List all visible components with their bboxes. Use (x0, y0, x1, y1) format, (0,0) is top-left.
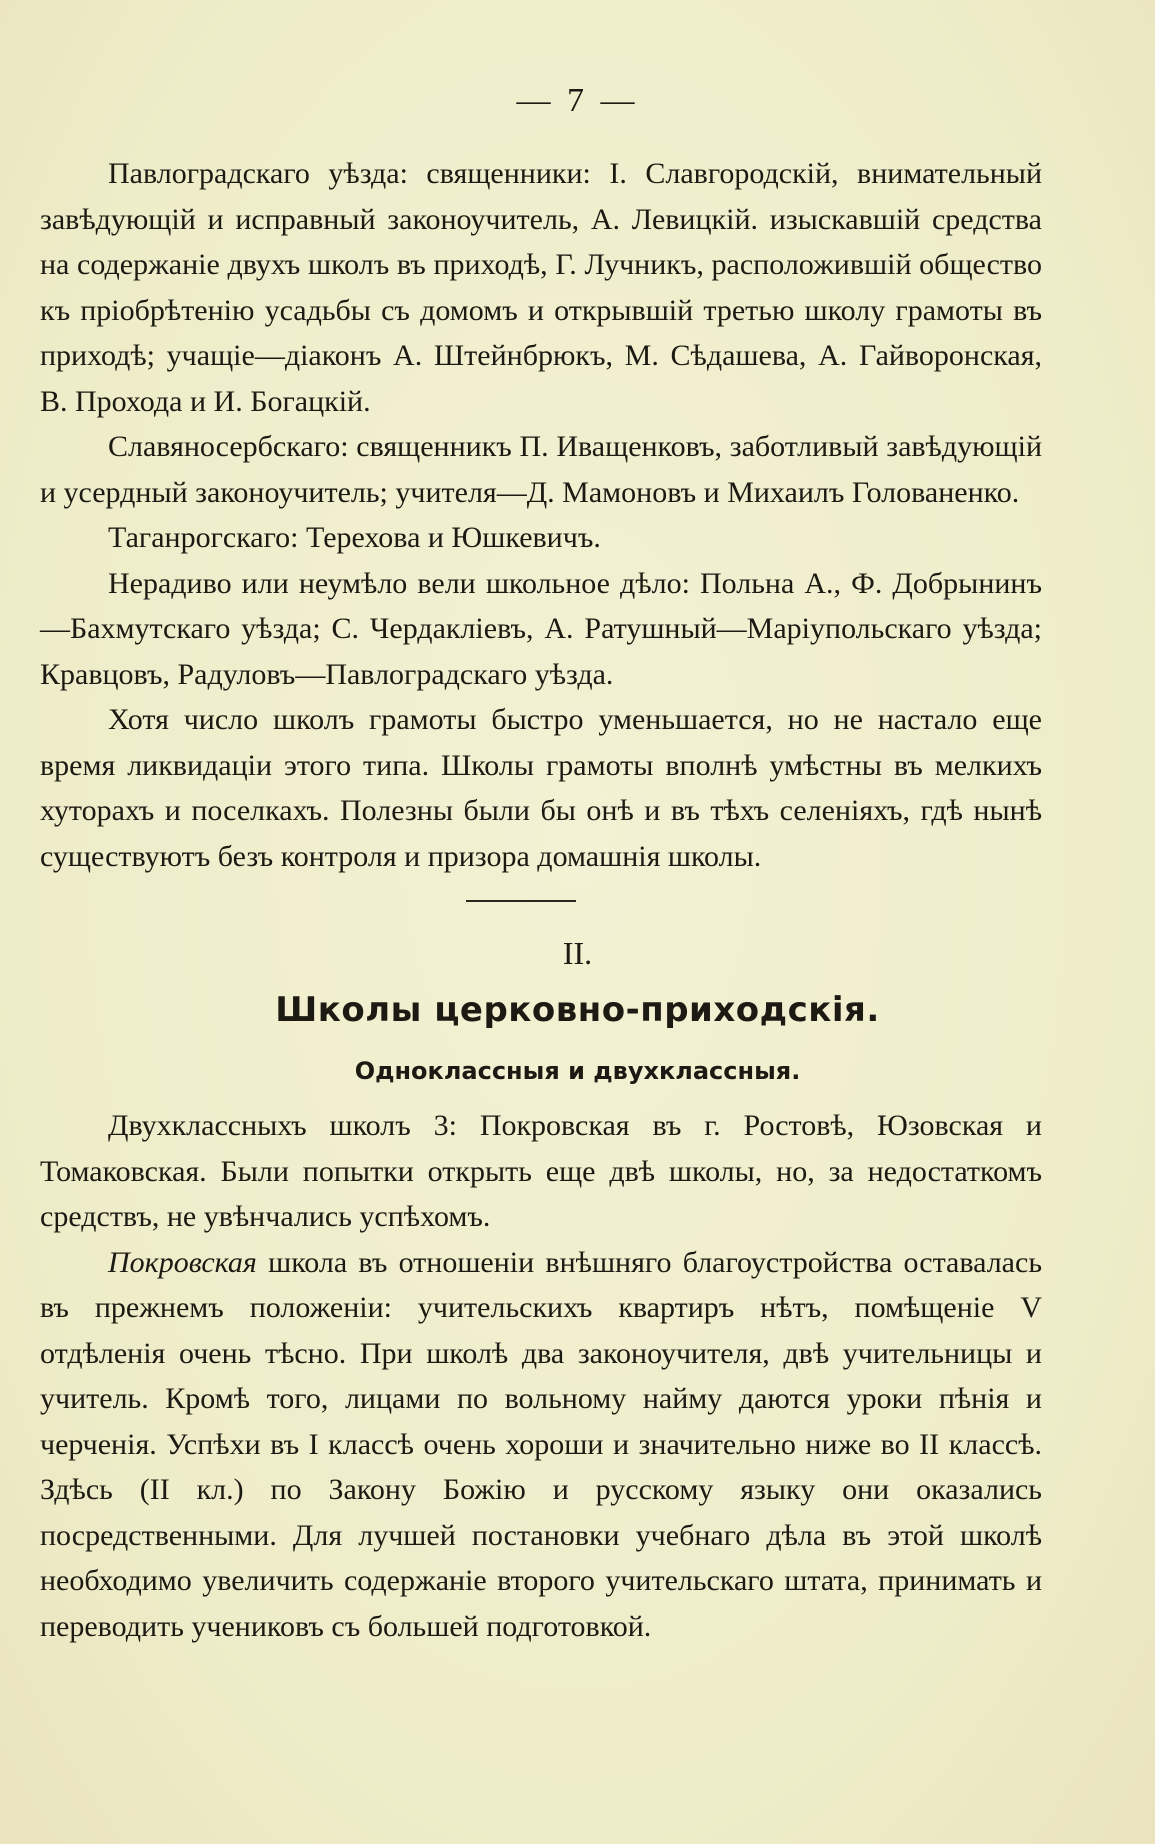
paragraph-slavyanoserbsk: Славяносербскаго: священникъ П. Иващенковъ, заботливый завѣдующій и усердный законоучитель; учителя—Д. Мамоновъ и Михаилъ Голованенко. (40, 430, 1042, 509)
page-number: — 7 — (516, 82, 639, 119)
pokrovskaya-text: школа въ отношеніи внѣшняго благоустройства оставалась въ прежнемъ положеніи: учительскихъ квартиръ нѣтъ, помѣщеніе V отдѣленія очень тѣсно. При школѣ два законоучителя, двѣ учительницы и учитель. Кромѣ того, лицами по вольному найму даются уроки пѣнія и черченія. Успѣхи въ I классѣ очень хороши и значительно ниже во II классѣ. Здѣсь (II кл.) по Закону Божію и русскому языку они оказались посредственными. Для лучшей постановки учебнаго дѣла въ этой школѣ необходимо увеличить содержаніе второго учительскаго штата, принимать и переводить учениковъ съ большей подготовкой. (40, 1245, 1042, 1643)
paragraph-literacy-schools: Хотя число школъ грамоты быстро уменьшается, но не настало еще время ликвидаціи этого типа. Школы грамоты вполнѣ умѣстны въ мелкихъ хуторахъ и поселкахъ. Полезны были бы онѣ и въ тѣхъ селеніяхъ, гдѣ нынѣ существуютъ безъ контроля и призора домашнія школы. (40, 703, 1042, 873)
paragraph-pokrovskaya (40, 1240, 1042, 1650)
section-subtitle: Одноклассныя и двухклассныя. (354, 1057, 801, 1085)
section-title: Школы церковно-приходскія. (275, 990, 880, 1030)
body-text-top (40, 151, 1042, 879)
body-text-bottom (40, 1103, 1042, 1649)
paragraph-pavlograd: Павлоградскаго уѣзда: священники: I. Славгородскій, внимательный завѣдующій и исправный законоучитель, А. Левицкій. изыскавшій средства на содержаніе двухъ школъ въ приходѣ, Г. Лучникъ, расположившій общество къ пріобрѣтенію усадьбы съ домомъ и открывшій третью школу грамоты въ приходѣ; учащіе—діаконъ А. Штейнбрюкъ, М. Сѣдашева, А. Гайворонская, В. Прохода и И. Богацкій. (40, 157, 1042, 418)
school-name-pokrovskaya: Покровская (108, 1245, 257, 1279)
paragraph-two-class-schools: Двухклассныхъ школъ 3: Покровская въ г. Ростовѣ, Юзовская и Томаковская. Были попытки открыть еще двѣ школы, но, за недостаткомъ средствъ, не увѣнчались успѣхомъ. (40, 1109, 1042, 1233)
paragraph-negligent: Нерадиво или неумѣло вели школьное дѣло: Польна А., Ф. Добрынинъ—Бахмутскаго уѣзда; С. Чердакліевъ, А. Ратушный—Маріупольскаго уѣзда; Кравцовъ, Радуловъ—Павлоградскаго уѣзда. (40, 566, 1042, 691)
section-divider (466, 900, 576, 902)
paragraph-taganrog: Таганрогскаго: Терехова и Юшкевичъ. (108, 521, 601, 554)
section-number: II. (562, 935, 593, 971)
